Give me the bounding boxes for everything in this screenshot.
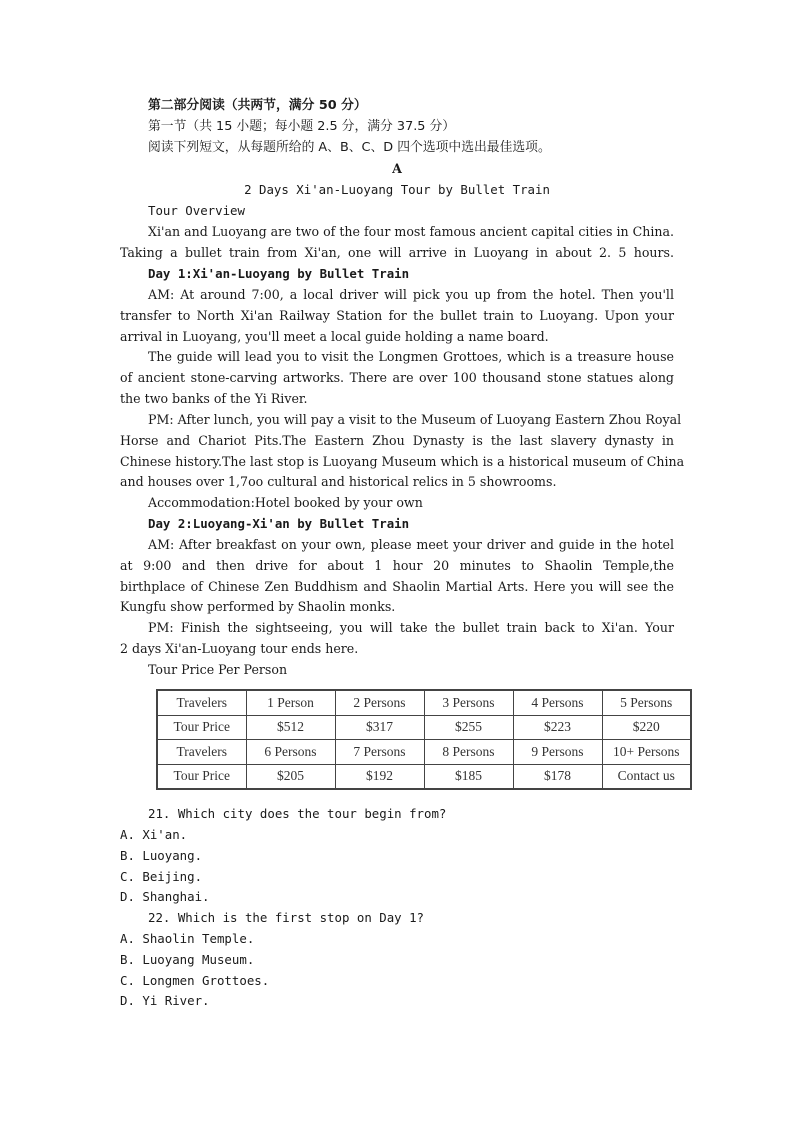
- question-option: B. Luoyang Museum.: [120, 952, 255, 967]
- table-row: [157, 764, 691, 789]
- question-option: A. Xi'an.: [120, 827, 188, 842]
- question-option: D. Yi River.: [120, 993, 210, 1008]
- passage-letter: A: [392, 161, 402, 176]
- day1-am-line: transfer to North Xi'an Railway Station for the bullet train to Luoyang. Upon your: [120, 308, 674, 323]
- day1-heading: Day 1:Xi'an-Luoyang by Bullet Train: [148, 266, 410, 281]
- price-table: [156, 689, 692, 790]
- day1-pm-line: and houses over 1,7oo cultural and historical relics in 5 showrooms.: [120, 474, 557, 489]
- section-heading: 第一节（共 15 小题；每小题 2.5 分，满分 37.5 分）: [148, 119, 456, 134]
- part-heading: 第二部分阅读（共两节，满分 50 分）: [148, 98, 367, 113]
- table-cell: 6 Persons: [246, 740, 335, 765]
- table-cell: 8 Persons: [424, 740, 513, 765]
- overview-heading: Tour Overview: [148, 203, 245, 218]
- table-cell: 9 Persons: [513, 740, 602, 765]
- day1-pm-line: Horse and Chariot Pits.The Eastern Zhou Dynasty is the last slavery dynasty in: [120, 433, 674, 448]
- table-cell: 5 Persons: [602, 690, 691, 715]
- question-stem: 22. Which is the first stop on Day 1?: [148, 910, 425, 925]
- day2-am-line: at 9:00 and then drive for about 1 hour 20 minutes to Shaolin Temple,the: [120, 558, 674, 573]
- instruction-text: 阅读下列短文，从每题所给的 A、B、C、D 四个选项中选出最佳选项。: [148, 140, 551, 155]
- question-option: A. Shaolin Temple.: [120, 931, 255, 946]
- table-cell: $220: [602, 715, 691, 740]
- table-cell: $255: [424, 715, 513, 740]
- question-option: C. Longmen Grottoes.: [120, 973, 270, 988]
- question-option: D. Shanghai.: [120, 889, 210, 904]
- question-option: B. Luoyang.: [120, 848, 203, 863]
- table-cell: $185: [424, 764, 513, 789]
- day2-am-line: AM: After breakfast on your own, please meet your driver and guide in the hotel: [148, 537, 674, 552]
- article-title: 2 Days Xi'an-Luoyang Tour by Bullet Train: [244, 182, 550, 197]
- day2-am-line: Kungfu show performed by Shaolin monks.: [120, 599, 396, 614]
- table-cell: $192: [335, 764, 424, 789]
- table-row: [157, 715, 691, 740]
- table-cell: $512: [246, 715, 335, 740]
- day2-pm-line: 2 days Xi'an-Luoyang tour ends here.: [120, 641, 359, 656]
- table-cell: 7 Persons: [335, 740, 424, 765]
- table-row: [157, 690, 691, 715]
- table-cell: Travelers: [157, 740, 246, 765]
- table-cell: Travelers: [157, 690, 246, 715]
- day1-pm-line: PM: After lunch, you will pay a visit to the Museum of Luoyang Eastern Zhou Royal: [148, 412, 682, 427]
- overview-line: Xi'an and Luoyang are two of the four most famous ancient capital cities in China.: [148, 224, 674, 239]
- table-cell: $317: [335, 715, 424, 740]
- table-cell: 1 Person: [246, 690, 335, 715]
- question-stem: 21. Which city does the tour begin from?: [148, 806, 447, 821]
- table-cell: 2 Persons: [335, 690, 424, 715]
- question-option: C. Beijing.: [120, 869, 203, 884]
- table-cell: Contact us: [602, 764, 691, 789]
- accommodation-text: Accommodation:Hotel booked by your own: [148, 495, 423, 510]
- price-heading: Tour Price Per Person: [148, 662, 288, 677]
- day1-am-line: arrival in Luoyang, you'll meet a local guide holding a name board.: [120, 329, 549, 344]
- day1-pm-line: Chinese history.The last stop is Luoyang Museum which is a historical museum of China: [120, 454, 685, 469]
- table-cell: Tour Price: [157, 715, 246, 740]
- table-cell: 10+ Persons: [602, 740, 691, 765]
- table-cell: $205: [246, 764, 335, 789]
- day1-guide-line: The guide will lead you to visit the Longmen Grottoes, which is a treasure house: [148, 349, 674, 364]
- overview-line: Taking a bullet train from Xi'an, one will arrive in Luoyang in about 2. 5 hours.: [120, 245, 674, 260]
- day2-pm-line: PM: Finish the sightseeing, you will take the bullet train back to Xi'an. Your: [148, 620, 674, 635]
- table-row: [157, 740, 691, 765]
- table-cell: $178: [513, 764, 602, 789]
- table-cell: $223: [513, 715, 602, 740]
- day1-guide-line: the two banks of the Yi River.: [120, 391, 308, 406]
- day2-heading: Day 2:Luoyang-Xi'an by Bullet Train: [148, 516, 410, 531]
- day2-am-line: birthplace of Chinese Zen Buddhism and Shaolin Martial Arts. Here you will see the: [120, 579, 674, 594]
- table-cell: 3 Persons: [424, 690, 513, 715]
- table-cell: Tour Price: [157, 764, 246, 789]
- day1-am-line: AM: At around 7:00, a local driver will pick you up from the hotel. Then you'll: [148, 287, 674, 302]
- table-cell: 4 Persons: [513, 690, 602, 715]
- day1-guide-line: of ancient stone-carving artworks. There are over 100 thousand stone statues along: [120, 370, 674, 385]
